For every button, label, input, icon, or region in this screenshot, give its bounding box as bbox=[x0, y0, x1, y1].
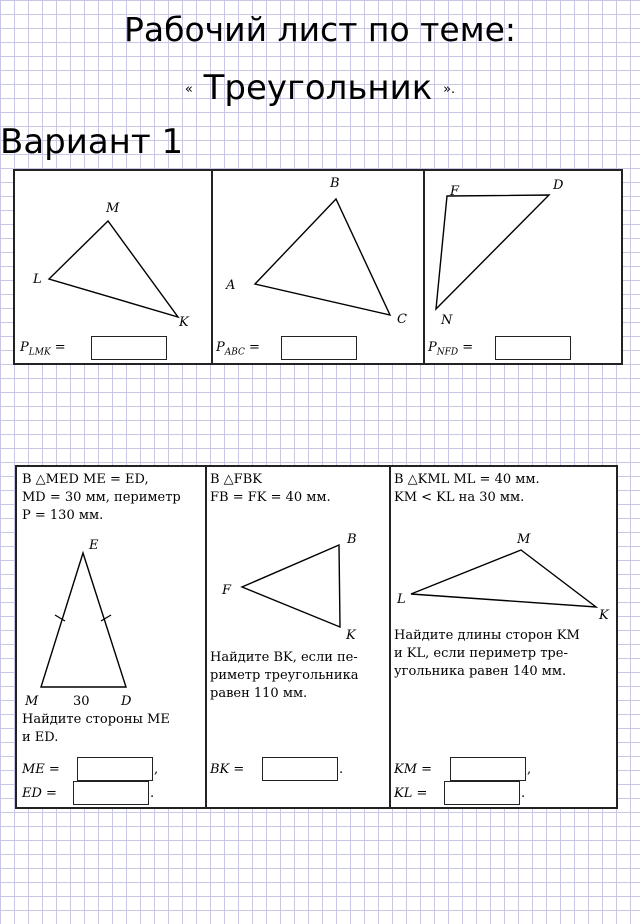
variant-label: Вариант 1 bbox=[0, 122, 184, 162]
vertex-label-k: K bbox=[346, 628, 356, 643]
task-kml-question-3: угольника равен 140 мм. bbox=[394, 664, 567, 679]
triangle-lmk-cell bbox=[15, 171, 213, 363]
answer-me-label: ME = bbox=[22, 762, 60, 777]
triangle-nfd-cell bbox=[423, 171, 621, 363]
task-fbk-condition-2: FB = FK = 40 мм. bbox=[210, 490, 331, 505]
task-kml-condition-2: KM < KL на 30 мм. bbox=[394, 490, 525, 505]
task-fbk-question-1: Найдите BK, если пе- bbox=[210, 650, 358, 665]
vertex-label-c: C bbox=[397, 312, 407, 327]
vertex-label-l: L bbox=[397, 592, 406, 607]
answer-kl-suffix: . bbox=[521, 786, 526, 801]
task-kml-cell bbox=[389, 467, 616, 807]
task-kml-question-1: Найдите длины сторон KM bbox=[394, 628, 580, 643]
topic-text: Треугольник bbox=[203, 68, 433, 108]
answer-km-suffix: , bbox=[527, 762, 532, 777]
answer-bk-box[interactable] bbox=[262, 757, 338, 781]
task-fbk-question-2: риметр треугольника bbox=[210, 668, 359, 683]
triangle-abc-cell bbox=[211, 171, 425, 363]
vertex-label-d: D bbox=[553, 178, 564, 193]
triangle-fbk-figure bbox=[205, 525, 389, 655]
perimeter-nfd-label: $P_{NFD}$ = bbox=[428, 340, 474, 358]
answer-bk-label: BK = bbox=[210, 762, 245, 777]
base-length-label: 30 bbox=[73, 694, 90, 709]
vertex-label-m: M bbox=[517, 532, 531, 547]
vertex-label-b: B bbox=[347, 532, 357, 547]
answer-me-suffix: , bbox=[154, 762, 159, 777]
triangle-lmk-figure bbox=[15, 171, 211, 363]
answer-km-box[interactable] bbox=[450, 757, 526, 781]
open-quote: « bbox=[184, 82, 193, 97]
vertex-label-l: L bbox=[33, 272, 42, 287]
vertex-label-f: F bbox=[222, 583, 232, 598]
answer-me-box[interactable] bbox=[77, 757, 153, 781]
triangle-nfd-figure bbox=[423, 171, 621, 363]
answer-ed-suffix: . bbox=[150, 786, 155, 801]
answer-ed-label: ED = bbox=[22, 786, 57, 801]
close-quote: ». bbox=[443, 82, 456, 97]
answer-ed-box[interactable] bbox=[73, 781, 149, 805]
vertex-label-n: N bbox=[441, 313, 453, 328]
task-med-condition-2: MD = 30 мм, периметр bbox=[22, 490, 181, 505]
task-fbk-question-3: равен 110 мм. bbox=[210, 686, 308, 701]
task-med-question-1: Найдите стороны ME bbox=[22, 712, 170, 727]
vertex-label-k: K bbox=[599, 608, 609, 623]
task-kml-condition-1: В △KML ML = 40 мм. bbox=[394, 472, 540, 487]
bottom-task-panel bbox=[15, 465, 618, 809]
perimeter-lmk-label: $P_{LMK}$ = bbox=[20, 340, 66, 358]
worksheet-topic bbox=[0, 68, 640, 108]
task-fbk-condition-1: В △FBK bbox=[210, 472, 262, 487]
vertex-label-a: A bbox=[226, 278, 236, 293]
vertex-label-k: K bbox=[179, 315, 189, 330]
vertex-label-m: M bbox=[25, 694, 39, 709]
task-med-condition-1: В △MED ME = ED, bbox=[22, 472, 149, 487]
top-task-panel bbox=[13, 169, 623, 365]
answer-bk-suffix: . bbox=[339, 762, 344, 777]
task-med-cell bbox=[17, 467, 207, 807]
worksheet-title: Рабочий лист по теме: bbox=[123, 10, 517, 49]
answer-km-label: KM = bbox=[394, 762, 433, 777]
triangle-kml-figure bbox=[389, 525, 616, 635]
perimeter-nfd-answer-box[interactable] bbox=[495, 336, 571, 360]
perimeter-lmk-answer-box[interactable] bbox=[91, 336, 167, 360]
task-fbk-cell bbox=[205, 467, 391, 807]
task-kml-question-2: и KL, если периметр тре- bbox=[394, 646, 568, 661]
vertex-label-m: M bbox=[106, 201, 120, 216]
vertex-label-e: E bbox=[89, 538, 99, 553]
triangle-med-figure bbox=[17, 529, 205, 709]
task-med-condition-3: P = 130 мм. bbox=[22, 508, 104, 523]
task-med-question-2: и ED. bbox=[22, 730, 59, 745]
vertex-label-b: B bbox=[330, 176, 340, 191]
triangle-abc-figure bbox=[211, 171, 423, 363]
perimeter-abc-answer-box[interactable] bbox=[281, 336, 357, 360]
answer-kl-box[interactable] bbox=[444, 781, 520, 805]
vertex-label-d: D bbox=[121, 694, 132, 709]
answer-kl-label: KL = bbox=[394, 786, 428, 801]
vertex-label-f: F bbox=[450, 184, 460, 199]
perimeter-abc-label: $P_{ABC}$ = bbox=[216, 340, 260, 358]
